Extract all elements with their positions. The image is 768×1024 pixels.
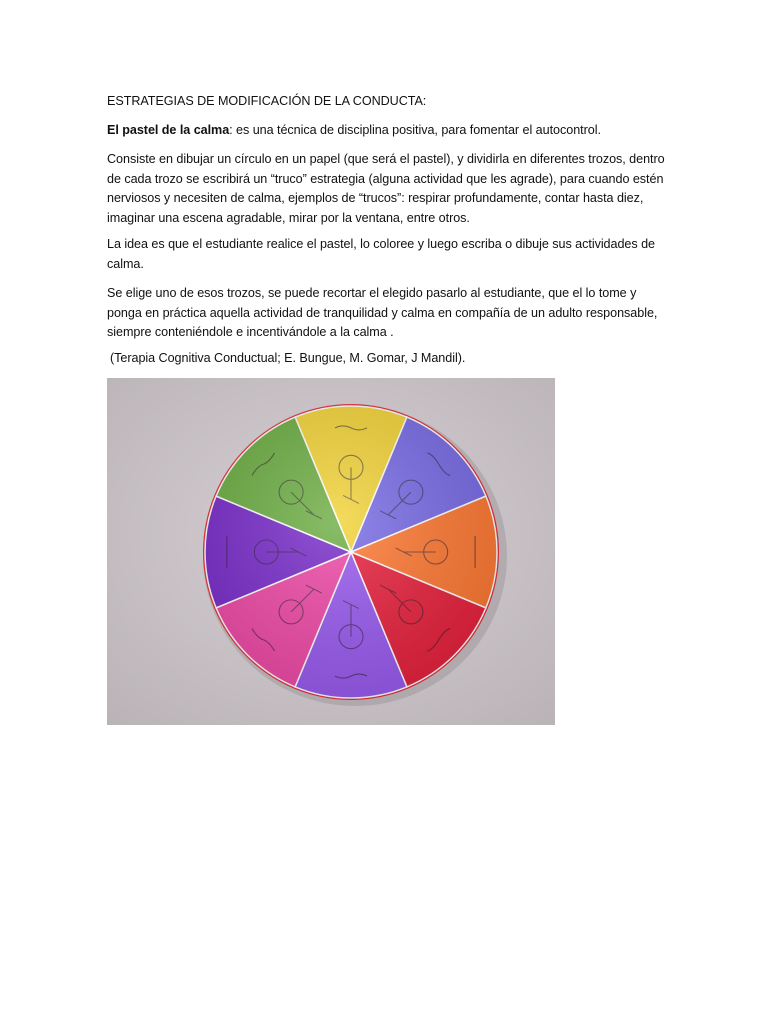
intro-text: : es una técnica de disciplina positiva, para fomentar el autocontrol. bbox=[229, 123, 601, 137]
intro-term: El pastel de la calma bbox=[107, 123, 230, 137]
citation: (Terapia Cognitiva Conductual; E. Bungue, M. Gomar, J Mandil). bbox=[110, 351, 466, 365]
intro-paragraph bbox=[107, 121, 667, 141]
wheel-lighting bbox=[203, 404, 499, 700]
calm-pie-photo bbox=[107, 378, 555, 725]
instructions-paragraph: Se elige uno de esos trozos, se puede recortar el elegido pasarlo al estudiante, que el lo tome y ponga en práctica aquella actividad de tranquilidad y calma en compañía de un adulto responsable, siempre conteniéndole e incentivándole a la calma . bbox=[107, 286, 658, 339]
calm-pie-image bbox=[107, 378, 555, 725]
description-paragraph: Consiste en dibujar un círculo en un papel (que será el pastel), y dividirla en diferentes trozos, dentro de cada trozo se escribirá un “truco” estrategia (alguna actividad que les agrade), para cuando estén nerviosos y necesiten de calma, ejemplos de “trucos”: respirar profundamente, contar hasta diez, imaginar una escena agradable, mirar por la ventana, entre otros. bbox=[107, 152, 665, 225]
document-heading: ESTRATEGIAS DE MODIFICACIÓN DE LA CONDUCTA: bbox=[107, 94, 427, 108]
idea-paragraph: La idea es que el estudiante realice el pastel, lo coloree y luego escriba o dibuje sus actividades de calma. bbox=[107, 237, 655, 271]
